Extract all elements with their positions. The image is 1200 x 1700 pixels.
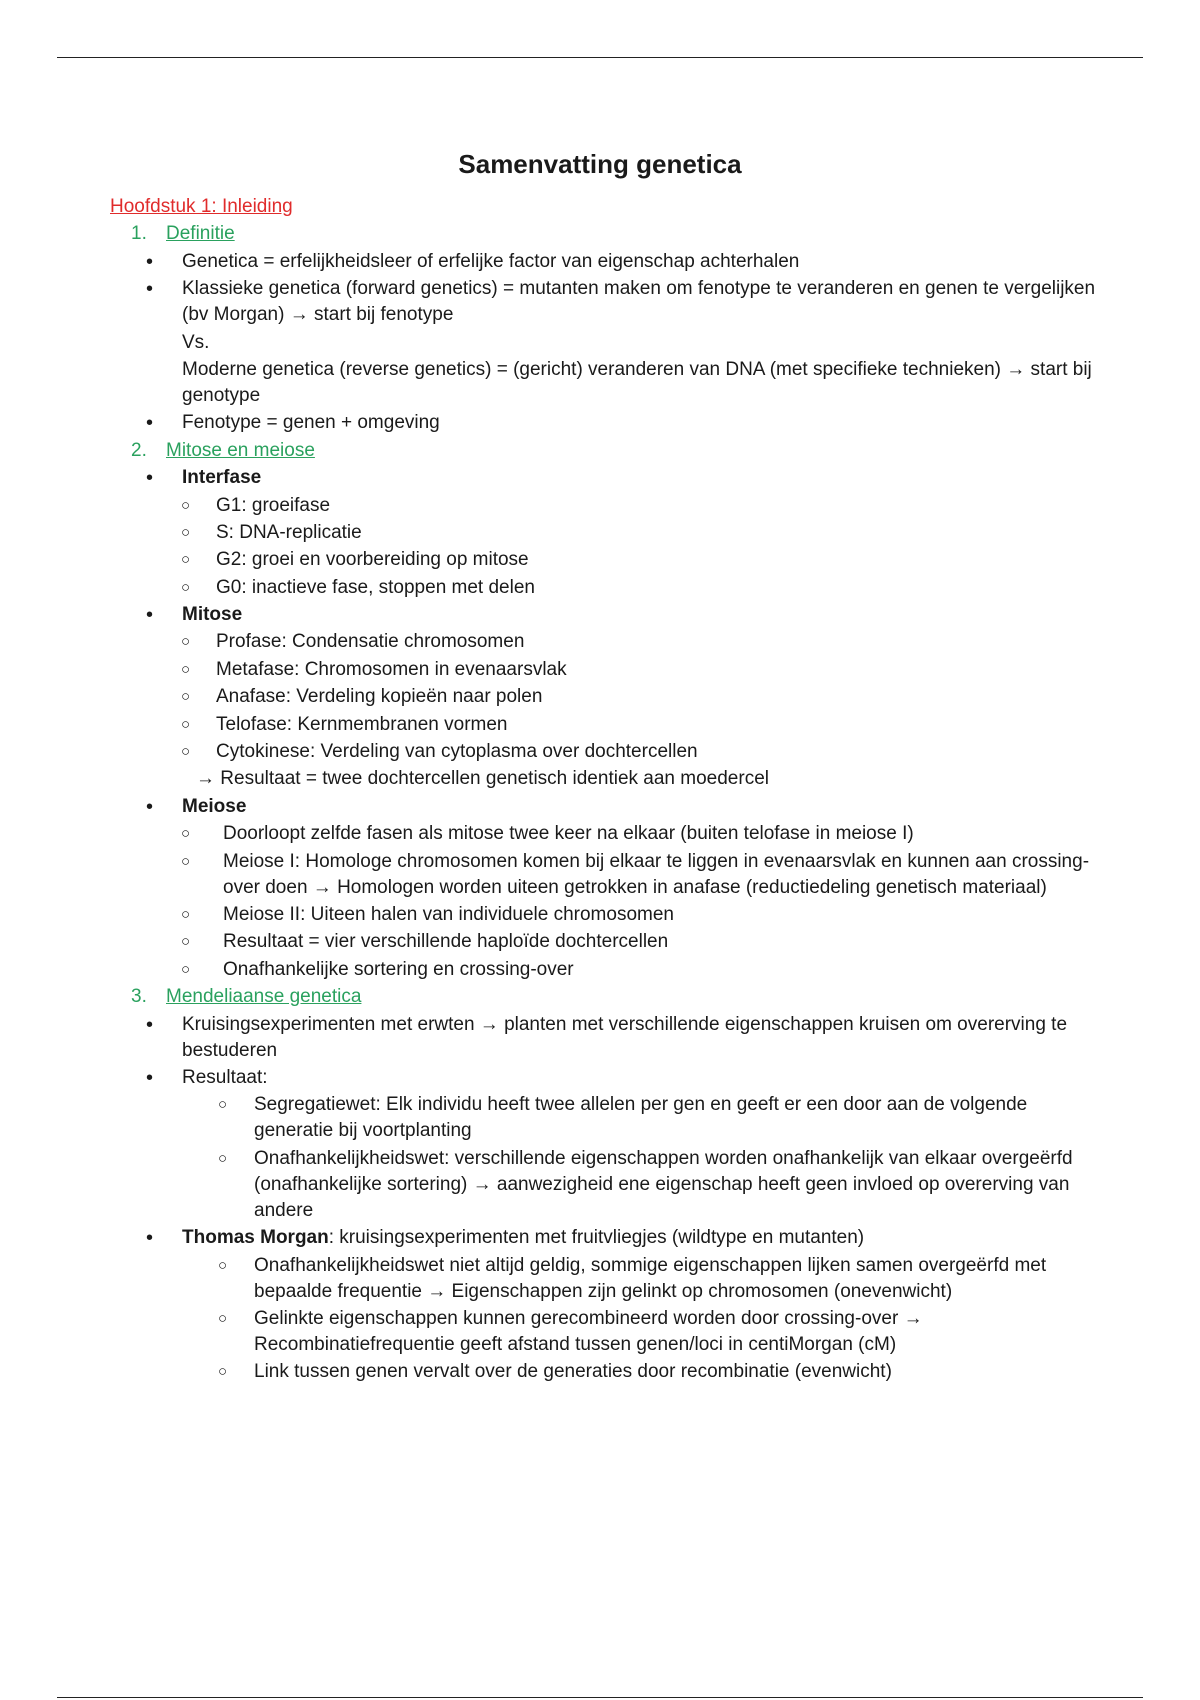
- list-item-text: Resultaat:: [182, 1066, 268, 1088]
- circle-bullet-icon: ○: [181, 551, 191, 569]
- circle-bullet-icon: ○: [218, 1096, 228, 1114]
- list-item-text: Moderne genetica (reverse genetics) = (gericht) veranderen van DNA (met specifieke technieken) → start bij genotype: [182, 358, 1092, 406]
- section-heading: [0, 221, 1200, 247]
- sub-list-item: [0, 1306, 1200, 1358]
- sub-list-item-text: Resultaat = vier verschillende haploïde dochtercellen: [223, 931, 669, 953]
- sub-list-item-text: Metafase: Chromosomen in evenaarsvlak: [216, 658, 567, 680]
- sub-list-item-text: G0: inactieve fase, stoppen met delen: [216, 576, 535, 598]
- page-title: Samenvatting genetica: [458, 149, 742, 179]
- list-item-text: [182, 1225, 1097, 1251]
- list-item: [0, 249, 1200, 275]
- circle-bullet-icon: ○: [181, 523, 191, 541]
- sub-list-item: [0, 629, 1200, 655]
- sub-list-item: [0, 1146, 1200, 1224]
- circle-bullet-icon: ○: [181, 715, 191, 733]
- group-heading: Mitose: [182, 604, 243, 626]
- sub-list-item-text: Onafhankelijke sortering en crossing-over: [223, 958, 574, 980]
- circle-bullet-icon: ○: [181, 933, 191, 951]
- section-title: Definitie: [166, 223, 235, 245]
- sub-list-item-text: Profase: Condensatie chromosomen: [216, 631, 525, 653]
- list-item: [0, 410, 1200, 436]
- sub-list-item: [0, 849, 1200, 901]
- chapter-heading: Hoofdstuk 1: Inleiding: [110, 196, 293, 217]
- vs-text: Vs.: [182, 331, 210, 353]
- sub-list-item: [0, 929, 1200, 955]
- section-heading: [0, 984, 1200, 1010]
- sub-list-item: [0, 657, 1200, 683]
- sub-list-item: [0, 493, 1200, 519]
- list-item-bold-lead: Thomas Morgan: [182, 1227, 329, 1249]
- sub-list-item: [0, 575, 1200, 601]
- sub-list-item: [0, 739, 1200, 765]
- sub-list-item-text: Anafase: Verdeling kopieën naar polen: [216, 686, 543, 708]
- sub-list-item: [0, 712, 1200, 738]
- result-line: [0, 766, 1200, 792]
- circle-bullet-icon: ○: [181, 960, 191, 978]
- list-item-continuation: [0, 330, 1200, 356]
- sub-list-item-text: Link tussen genen vervalt over de generaties door recombinatie (evenwicht): [254, 1361, 892, 1383]
- circle-bullet-icon: ○: [181, 660, 191, 678]
- chapter-heading-row: [0, 194, 1200, 220]
- sub-list-item-text: G1: groeifase: [216, 494, 331, 516]
- list-item-rest: : kruisingsexperimenten met fruitvliegjes (wildtype en mutanten): [328, 1227, 865, 1249]
- list-item: [0, 465, 1200, 491]
- bullet-icon: •: [146, 412, 154, 435]
- section-heading: [0, 438, 1200, 464]
- circle-bullet-icon: ○: [181, 743, 191, 761]
- list-item: [0, 602, 1200, 628]
- top-rule: [57, 57, 1143, 58]
- section-number: 1.: [131, 223, 147, 245]
- bullet-icon: •: [146, 1066, 154, 1089]
- circle-bullet-icon: ○: [181, 688, 191, 706]
- circle-bullet-icon: ○: [181, 825, 191, 843]
- sub-list-item: [0, 684, 1200, 710]
- section-number: 2.: [131, 439, 147, 461]
- sub-list-item: [0, 1092, 1200, 1144]
- list-item: [0, 794, 1200, 820]
- circle-bullet-icon: ○: [218, 1149, 228, 1167]
- sub-list-item-text: Onafhankelijkheidswet niet altijd geldig, sommige eigenschappen lijken samen overgeërfd met bepaalde frequentie → Eigenschappen zijn gelinkt op chromosomen (onevenwicht): [254, 1254, 1047, 1302]
- bullet-icon: •: [146, 1227, 154, 1250]
- circle-bullet-icon: ○: [218, 1309, 228, 1327]
- group-heading: Meiose: [182, 795, 247, 817]
- list-item-text: Fenotype = genen + omgeving: [182, 412, 440, 434]
- bullet-icon: •: [146, 467, 154, 490]
- sub-list-item: [0, 1359, 1200, 1385]
- list-item: [0, 1065, 1200, 1091]
- circle-bullet-icon: ○: [181, 496, 191, 514]
- circle-bullet-icon: ○: [218, 1256, 228, 1274]
- bullet-icon: •: [146, 604, 154, 627]
- section-title: Mitose en meiose: [166, 439, 315, 461]
- document-body: [0, 194, 1200, 1387]
- bullet-icon: •: [146, 278, 154, 301]
- sub-list-item-text: Meiose I: Homologe chromosomen komen bij elkaar te liggen in evenaarsvlak en kunnen aan crossing-over doen → Homologen worden uiteen getrokken in anafase (reductiedeling genetisch materiaal): [223, 850, 1090, 898]
- list-item: [0, 1012, 1200, 1064]
- sub-list-item-text: Segregatiewet: Elk individu heeft twee allelen per gen en geeft er een door aan de volgende generatie bij voortplanting: [254, 1094, 1028, 1142]
- sub-list-item-text: Doorloopt zelfde fasen als mitose twee keer na elkaar (buiten telofase in meiose I): [223, 823, 914, 845]
- sub-list-item: [0, 520, 1200, 546]
- circle-bullet-icon: ○: [181, 852, 191, 870]
- list-item-continuation: [0, 357, 1200, 409]
- sub-list-item-text: Telofase: Kernmembranen vormen: [216, 713, 508, 735]
- sub-list-item-text: Cytokinese: Verdeling van cytoplasma over dochtercellen: [216, 741, 698, 763]
- circle-bullet-icon: ○: [181, 578, 191, 596]
- sub-list-item-text: Meiose II: Uiteen halen van individuele chromosomen: [223, 903, 674, 925]
- sub-list-item-text: S: DNA-replicatie: [216, 521, 362, 543]
- sub-list-item-text: Gelinkte eigenschappen kunnen gerecombineerd worden door crossing-over → Recombinatiefrequentie geeft afstand tussen genen/loci in centiMorgan (cM): [254, 1307, 923, 1355]
- result-text: → Resultaat = twee dochtercellen genetisch identiek aan moedercel: [196, 768, 769, 790]
- sub-list-item: [0, 821, 1200, 847]
- group-heading: Interfase: [182, 467, 262, 489]
- sub-list-item: [0, 1253, 1200, 1305]
- bullet-icon: •: [146, 1013, 154, 1036]
- sub-list-item: [0, 547, 1200, 573]
- section-number: 3.: [131, 986, 147, 1008]
- section-title: Mendeliaanse genetica: [166, 986, 362, 1008]
- circle-bullet-icon: ○: [218, 1363, 228, 1381]
- sub-list-item: [0, 902, 1200, 928]
- bottom-rule: [57, 1697, 1143, 1698]
- list-item-text: Genetica = erfelijkheidsleer of erfelijke factor van eigenschap achterhalen: [182, 250, 800, 272]
- circle-bullet-icon: ○: [181, 633, 191, 651]
- list-item-text: Kruisingsexperimenten met erwten → planten met verschillende eigenschappen kruisen om overerving te bestuderen: [182, 1013, 1068, 1061]
- sub-list-item: [0, 957, 1200, 983]
- list-item: [0, 1225, 1200, 1251]
- bullet-icon: •: [146, 250, 154, 273]
- list-item: [0, 276, 1200, 328]
- list-item-text: Klassieke genetica (forward genetics) = mutanten maken om fenotype te veranderen en genen te vergelijken (bv Morgan) → start bij fenotype: [182, 278, 1096, 326]
- circle-bullet-icon: ○: [181, 905, 191, 923]
- sub-list-item-text: Onafhankelijkheidswet: verschillende eigenschappen worden onafhankelijk van elkaar overgeërfd (onafhankelijke sortering) → aanwezigheid ene eigenschap heeft geen invloed op overerving van andere: [254, 1147, 1073, 1221]
- sub-list-item-text: G2: groei en voorbereiding op mitose: [216, 549, 529, 571]
- bullet-icon: •: [146, 795, 154, 818]
